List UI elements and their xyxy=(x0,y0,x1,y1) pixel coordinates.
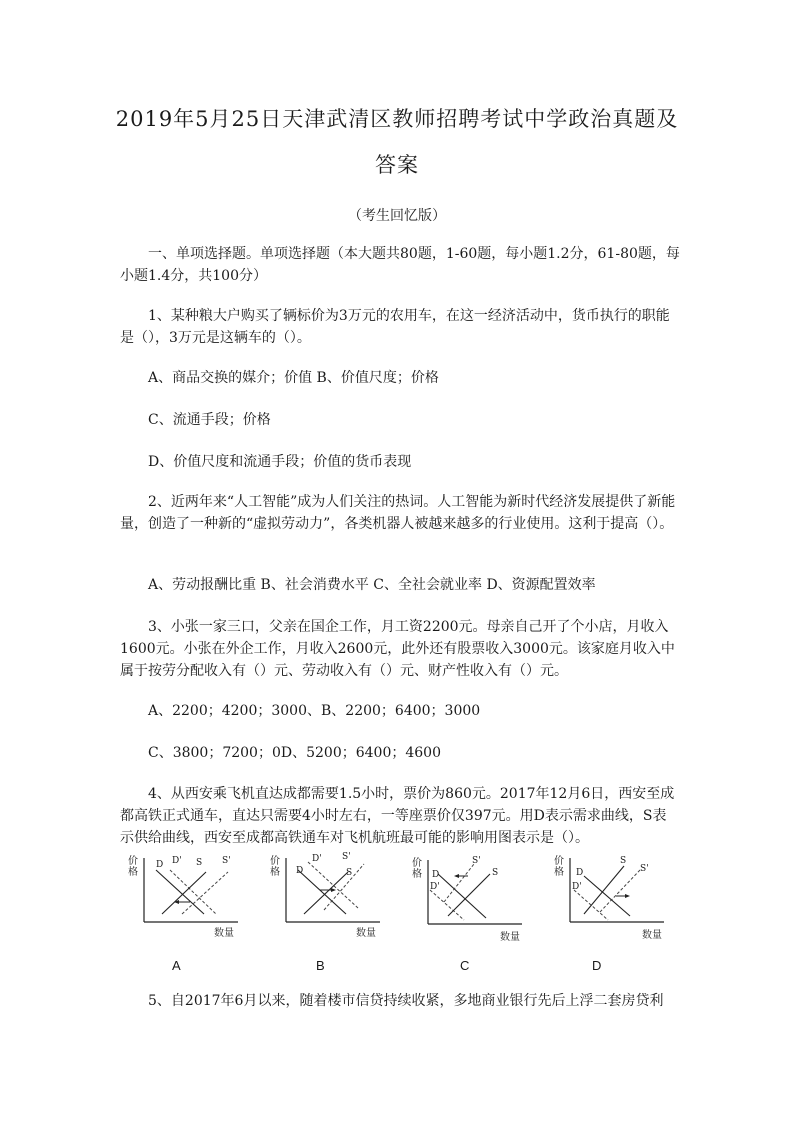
graph-d xyxy=(544,850,676,980)
question-1-option-c: C、流通手段；价格 xyxy=(148,412,271,428)
question-2-options: A、劳动报酬比重 B、社会消费水平 C、全社会就业率 D、资源配置效率 xyxy=(148,577,596,593)
question-3-stem: 3、小张一家三口，父亲在国企工作，月工资2200元。母亲自己开了个小店，月收入1600元。小张在外企工作，月收入2600元，此外还有股票收入3000元。该家庭月收入中属于按劳分配收入有（）元、劳动收入有（）元、财产性收入有（）元。 xyxy=(120,619,675,679)
question-1-stem: 1、某种粮大户购买了辆标价为3万元的农用车，在这一经济活动中，货币执行的职能是（），3万元是这辆车的（）。 xyxy=(120,308,670,346)
graph-a-s-line xyxy=(162,872,206,914)
question-2-stem: 2、近两年来“人工智能”成为人们关注的热词。人工智能为新时代经济发展提供了新能量，创造了一种新的“虚拟劳动力”，各类机器人被越来越多的行业使用。这利于提高（）。 xyxy=(120,494,676,532)
document-title xyxy=(100,96,694,188)
graph-c-ylabel: 价格 xyxy=(412,858,422,880)
graph-b-label: B xyxy=(316,958,325,973)
supply-demand-graphs xyxy=(118,850,678,980)
graph-d-curve-s: S xyxy=(620,856,627,866)
question-4-stem: 4、从西安乘飞机直达成都需要1.5小时，票价为860元。2017年12月6日，西安至成都高铁正式通车，直达只需要4小时左右，一等座票价仅397元。用D表示需求曲线，S表示供给曲线，西安至成都高铁通车对飞机航班最可能的影响用图表示是（）。 xyxy=(120,786,675,846)
graph-a-d-line xyxy=(156,870,204,914)
section-heading: 一、单项选择题。单项选择题（本大题共80题，1-60题，每小题1.2分，61-80题，每小题1.4分，共100分） xyxy=(120,246,680,284)
graph-c-curve-s2: S' xyxy=(472,856,481,866)
graph-a xyxy=(118,850,250,980)
graph-b-curve-s: S xyxy=(346,868,353,878)
question-3-option-cd: C、3800；7200；0D、5200；6400；4600 xyxy=(148,745,441,761)
question-1-option-ab: A、商品交换的媒介；价值 B、价值尺度；价格 xyxy=(148,370,439,386)
graph-b-ylabel: 价格 xyxy=(270,856,280,878)
graph-a-d2-line xyxy=(170,870,216,914)
subtitle: （考生回忆版） xyxy=(348,208,446,224)
title-line-1: 2019年5月25日天津武清区教师招聘考试中学政治真题及 xyxy=(115,107,679,131)
graph-a-curve-s2: S' xyxy=(222,856,231,866)
graph-a-xlabel: 数量 xyxy=(214,928,234,939)
question-3-option-ab: A、2200；4200；3000、B、2200；6400；3000 xyxy=(148,703,481,719)
graph-b-xlabel: 数量 xyxy=(356,928,376,939)
graph-b-curve-s2: S' xyxy=(342,852,351,862)
title-line-2: 答案 xyxy=(375,153,419,177)
graph-d-ylabel: 价格 xyxy=(554,856,564,878)
graph-a-s2-line xyxy=(182,872,228,914)
graph-a-label: A xyxy=(172,958,181,973)
graph-b-curve-d: D xyxy=(296,866,304,876)
graph-c xyxy=(402,850,534,980)
graph-a-curve-s: S xyxy=(196,858,203,868)
graph-a-ylabel: 价格 xyxy=(128,856,138,878)
graph-b-curve-d2: D' xyxy=(312,854,322,864)
graph-d-curve-d: D xyxy=(576,868,584,878)
graph-a-curve-d2: D' xyxy=(172,856,182,866)
graph-c-curve-d: D xyxy=(432,870,440,880)
graph-c-curve-s: S xyxy=(492,868,499,878)
graph-c-curve-d2: D' xyxy=(430,882,440,892)
graph-b xyxy=(260,850,392,980)
graph-a-curve-d: D xyxy=(156,860,164,870)
graph-d-curve-s2: S' xyxy=(640,864,649,874)
question-1-option-d: D、价值尺度和流通手段；价值的货币表现 xyxy=(148,454,412,470)
graph-c-label: C xyxy=(460,958,470,973)
question-5-stem: 5、自2017年6月以来，随着楼市信贷持续收紧，多地商业银行先后上浮二套房贷利 xyxy=(148,993,664,1009)
graph-d-xlabel: 数量 xyxy=(642,930,662,941)
graph-d-curve-d2: D' xyxy=(572,882,582,892)
graph-c-xlabel: 数量 xyxy=(500,932,520,943)
graph-d-label: D xyxy=(592,958,602,973)
